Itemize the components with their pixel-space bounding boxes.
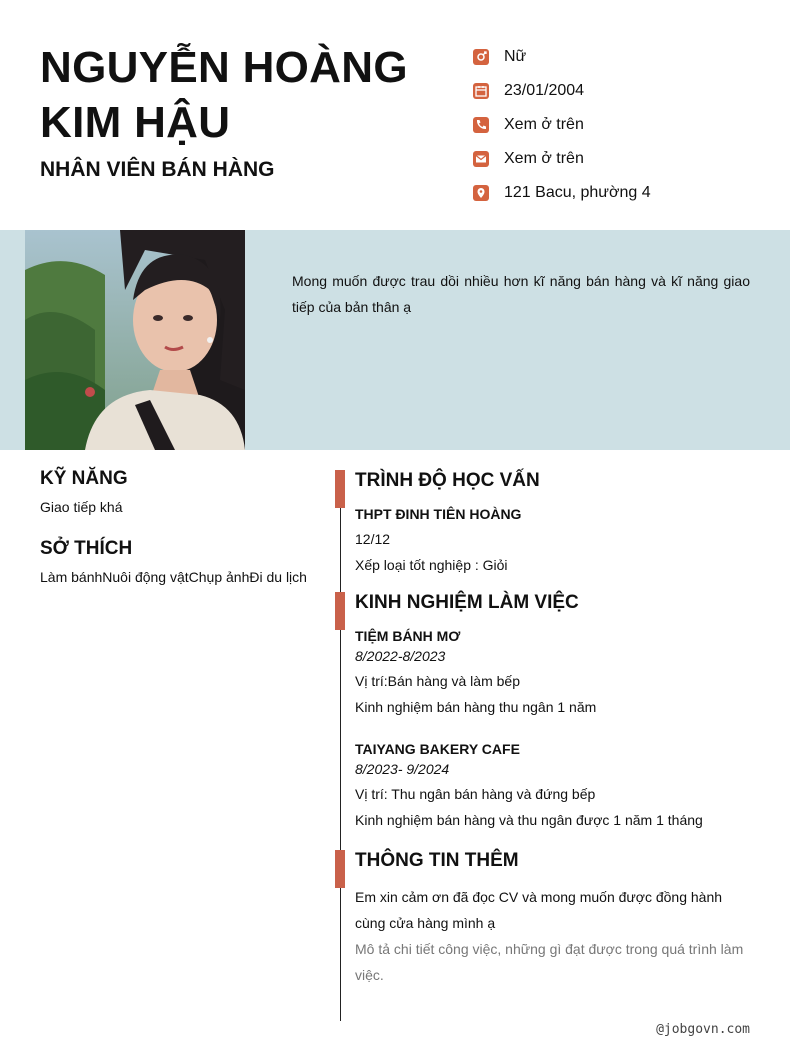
hobbies-text: Làm bánhNuôi động vậtChụp ảnhĐi du lịch [40, 569, 307, 585]
skills-section [40, 468, 320, 516]
address-text: 121 Bacu, phường 4 [504, 184, 651, 201]
timeline-line [340, 470, 341, 1021]
job-period: 8/2022-8/2023 [355, 648, 446, 664]
left-column [40, 468, 320, 586]
job-entry [355, 626, 750, 739]
experience-section [355, 590, 750, 848]
hobbies-section [40, 538, 320, 586]
additional-heading: THÔNG TIN THÊM [355, 850, 519, 871]
job-period: 8/2023- 9/2024 [355, 761, 450, 777]
job-detail: Kinh nghiệm bán hàng và thu ngân được 1 năm 1 tháng [355, 812, 703, 828]
education-section [355, 468, 750, 590]
cv-header [0, 0, 790, 230]
phone-icon [473, 117, 489, 133]
footer-watermark: @jobgovn.com [656, 1022, 750, 1037]
additional-placeholder: Mô tả chi tiết công việc, những gì đạt được trong quá trình làm việc. [355, 941, 744, 983]
additional-section [355, 848, 750, 988]
contact-birthdate [473, 74, 773, 108]
contact-phone [473, 108, 773, 142]
hobbies-heading: SỞ THÍCH [40, 538, 133, 559]
calendar-icon [473, 83, 489, 99]
career-objective: Mong muốn được trau dồi nhiều hơn kĩ năng bán hàng và kĩ năng giao tiếp của bản thân ạ [292, 273, 750, 315]
skills-text: Giao tiếp khá [40, 499, 123, 515]
job-position: Vị trí:Bán hàng và làm bếp [355, 673, 520, 689]
contact-address [473, 176, 773, 210]
job-position: Vị trí: Thu ngân bán hàng và đứng bếp [355, 786, 596, 802]
experience-marker [335, 592, 345, 630]
additional-text: Em xin cảm ơn đã đọc CV và mong muốn được đồng hành cùng cửa hàng mình ạ [355, 889, 723, 931]
gender-text: Nữ [504, 48, 527, 65]
contact-gender [473, 40, 773, 74]
profile-photo [25, 230, 245, 450]
gender-icon [473, 49, 489, 65]
education-heading: TRÌNH ĐỘ HỌC VẤN [355, 470, 540, 491]
graduation-result: Xếp loại tốt nghiệp : Giỏi [355, 557, 508, 573]
education-marker [335, 470, 345, 508]
additional-marker [335, 850, 345, 888]
email-text: Xem ở trên [504, 150, 584, 167]
birthdate-text: 23/01/2004 [504, 82, 585, 99]
job-company: TAIYANG BAKERY CAFE [355, 741, 520, 757]
email-icon [473, 151, 489, 167]
contact-email [473, 142, 773, 176]
right-column [355, 468, 750, 988]
experience-heading: KINH NGHIỆM LÀM VIỆC [355, 592, 579, 613]
skills-heading: KỸ NĂNG [40, 468, 128, 489]
contact-info [473, 40, 773, 210]
school-name: THPT ĐINH TIÊN HOÀNG [355, 506, 522, 522]
job-title: NHÂN VIÊN BÁN HÀNG [40, 158, 275, 181]
job-company: TIỆM BÁNH MƠ [355, 628, 461, 644]
job-entry [355, 739, 750, 833]
phone-text: Xem ở trên [504, 116, 584, 133]
location-icon [473, 185, 489, 201]
profile-band [0, 230, 790, 450]
school-grade: 12/12 [355, 531, 391, 547]
candidate-name: NGUYỄN HOÀNG KIM HẬU [40, 43, 408, 147]
job-detail: Kinh nghiệm bán hàng thu ngân 1 năm [355, 699, 597, 715]
